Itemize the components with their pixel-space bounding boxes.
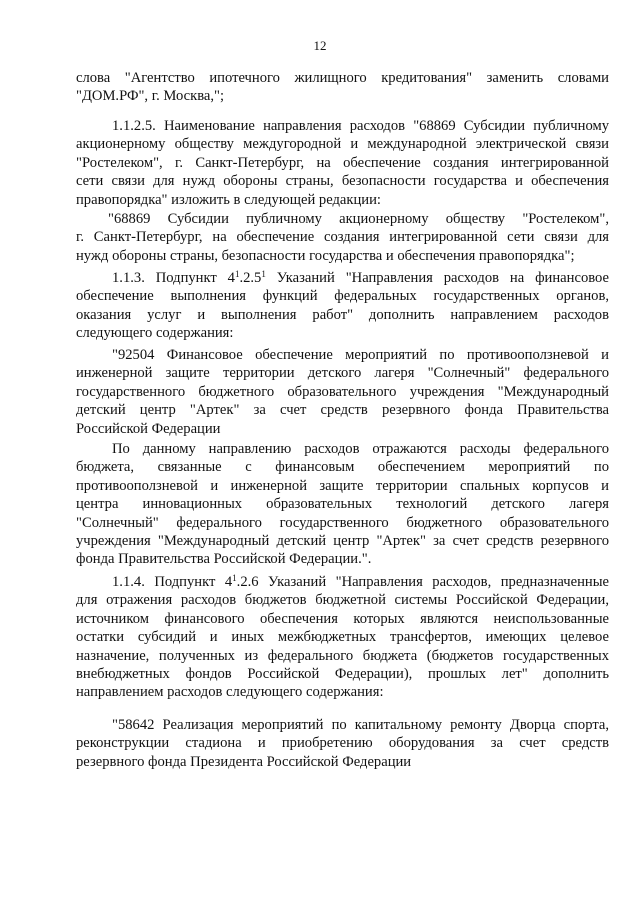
text-line: "Ростелеком", г. Санкт-Петербург, на обеспечение создания интегрированной xyxy=(76,154,609,171)
text-line: По данному направлению расходов отражаются расходы федерального xyxy=(112,441,609,457)
text-line: "58642 Реализация мероприятий по капитальному ремонту Дворца спорта, xyxy=(112,717,609,733)
paragraph-3 xyxy=(76,210,609,265)
text-line: бюджета, связанные с финансовым обеспечением мероприятий по xyxy=(76,459,609,476)
text-line: правопорядка" изложить в следующей редакции: xyxy=(76,191,381,208)
text-line: "68869 Субсидии публичному акционерному обществу "Ростелеком", xyxy=(108,211,609,227)
text-line: государственного бюджетного образовательного учреждения "Международный xyxy=(76,383,609,400)
text-line: "Солнечный" федерального государственного бюджетного образовательного xyxy=(76,514,609,531)
text-line: центра инновационных образовательных технологий детского лагеря xyxy=(76,496,609,513)
text-line: назначение, полученных из федерального бюджета (бюджетов государственных xyxy=(76,647,609,664)
text-line: для отражения расходов бюджетов бюджетной системы Российской Федерации, xyxy=(76,592,609,609)
text-line: фонда Правительства Российской Федерации.". xyxy=(76,551,372,568)
text-line: 1.1.3. Подпункт $4^1.2.5^1$ Указаний "Направления расходов на финансовое xyxy=(112,269,609,286)
text-line: резервного фонда Президента Российской Федерации xyxy=(76,753,412,770)
text-line: Российской Федерации xyxy=(76,420,221,437)
text-line: детский центр "Артек" за счет средств резервного фонда Правительства xyxy=(76,402,609,419)
text-line: 1.1.4. Подпункт $4^1.2.6$ Указаний "Направления расходов, предназначенные xyxy=(112,573,610,590)
text-line: противооползневой и инженерной защите территории спальных корпусов и xyxy=(76,477,609,494)
paragraph-8 xyxy=(76,716,609,771)
text-line: обеспечение выполнения функций федеральных государственных органов, xyxy=(76,288,609,305)
paragraph-5 xyxy=(76,346,609,438)
text-line: учреждения "Международный детский центр "Артек" за счет средств резервного xyxy=(76,533,609,550)
text-line: оказания услуг и выполнения работ" дополнить направлением расходов xyxy=(76,306,609,323)
text-line: инженерной защите территории детского лагеря "Солнечный" федерального xyxy=(76,365,609,382)
text-line: внебюджетных фондов Российской Федерации), прошлых лет" дополнить xyxy=(76,666,609,683)
text-line: реконструкции стадиона и приобретению оборудования за счет средств xyxy=(76,735,609,752)
text-line: нужд обороны страны, безопасности государства и обеспечения правопорядка"; xyxy=(76,247,575,264)
text-line: источником финансового обеспечения которых являются неиспользованные xyxy=(76,610,609,627)
paragraph-4 xyxy=(76,269,609,343)
text-line: акционерному обществу междугородной и международной электрической связи xyxy=(76,136,609,153)
paragraph-1 xyxy=(76,69,609,106)
text-line: "ДОМ.РФ", г. Москва,"; xyxy=(76,88,225,105)
page-number: 12 xyxy=(313,38,327,53)
text-line: 1.1.2.5. Наименование направления расходов "68869 Субсидии публичному xyxy=(112,118,609,134)
text-line: следующего содержания: xyxy=(76,325,234,342)
paragraph-6 xyxy=(76,440,609,569)
paragraph-2 xyxy=(76,117,609,209)
text-line: г. Санкт-Петербург, на обеспечение создания интегрированной сети связи для xyxy=(76,229,609,246)
text-line: направлением расходов следующего содержания: xyxy=(76,684,384,701)
text-line: слова "Агентство ипотечного жилищного кредитования" заменить словами xyxy=(76,70,609,86)
paragraph-7 xyxy=(76,573,609,702)
text-line: сети связи для нужд обороны страны, безопасности государства и обеспечения xyxy=(76,173,609,190)
text-line: "92504 Финансовое обеспечение мероприятий по противооползневой и xyxy=(112,347,609,363)
text-line: остатки субсидий и иных межбюджетных трансфертов, имеющих целевое xyxy=(76,629,609,646)
